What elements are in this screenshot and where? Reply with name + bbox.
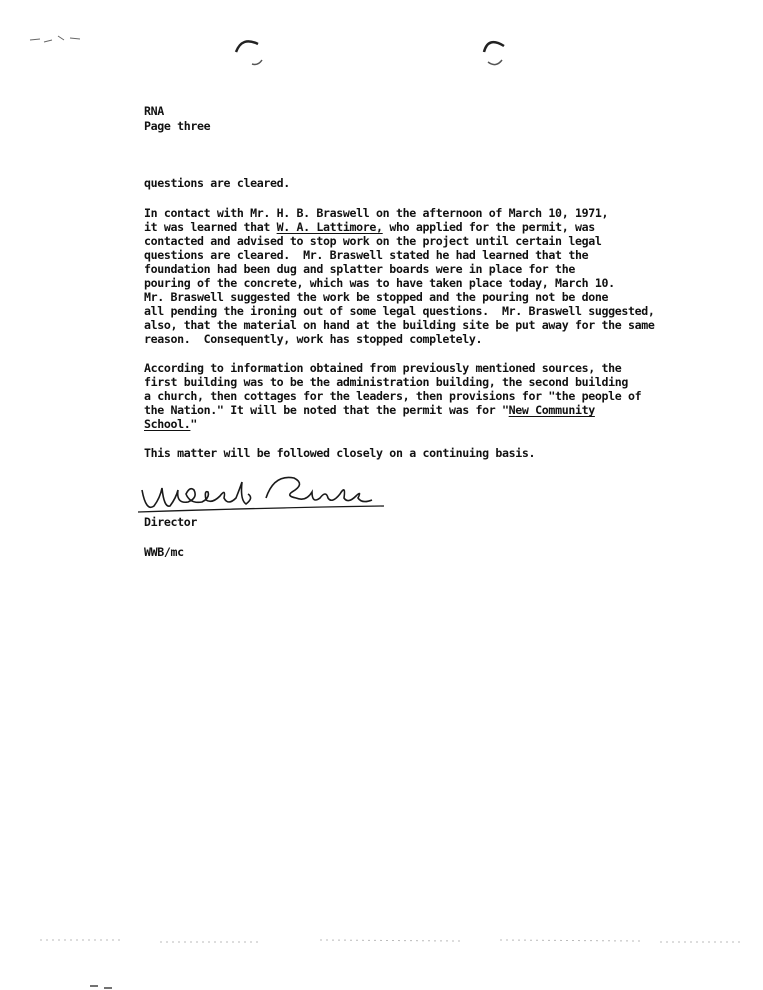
reference-initials: WWB/mc <box>144 545 184 559</box>
header-page-label: Page three <box>144 119 211 133</box>
text-line: contacted and advised to stop work on the project until certain legal <box>144 234 602 248</box>
text-line: pouring of the concrete, which was to have taken place today, March 10. <box>144 276 615 290</box>
text-line: a church, then cottages for the leaders, then provisions for "the people of <box>144 389 642 403</box>
header-initials: RNA <box>144 104 164 118</box>
text-line: questions are cleared. Mr. Braswell stated he had learned that the <box>144 248 589 262</box>
scan-mark-top-left <box>28 30 88 50</box>
text-line <box>144 403 595 417</box>
underlined-school-name: New Community <box>508 403 595 417</box>
text-span: the Nation." It will be noted that the permit was for " <box>144 403 509 417</box>
scan-noise-bottom <box>0 930 763 990</box>
text-line <box>144 417 197 431</box>
text-line: first building was to be the administration building, the second building <box>144 375 628 389</box>
text-span: who applied for the permit, was <box>382 220 595 234</box>
paragraph-continuation: questions are cleared. <box>144 176 290 190</box>
signatory-title: Director <box>144 515 198 529</box>
punch-hole-left <box>232 34 272 70</box>
text-span: " <box>190 417 198 431</box>
text-line: all pending the ironing out of some legal questions. Mr. Braswell suggested, <box>144 304 655 318</box>
text-line: reason. Consequently, work has stopped completely. <box>144 332 483 346</box>
text-line: According to information obtained from previously mentioned sources, the <box>144 361 622 375</box>
text-span: it was learned that <box>144 220 277 234</box>
text-line <box>144 220 595 234</box>
text-line: foundation had been dug and splatter boards were in place for the <box>144 262 575 276</box>
paragraph-followup: This matter will be followed closely on a continuing basis. <box>144 446 536 460</box>
text-line: In contact with Mr. H. B. Braswell on the afternoon of March 10, 1971, <box>144 206 609 220</box>
underlined-name: W. A. Lattimore, <box>276 220 383 234</box>
text-line: also, that the material on hand at the building site be put away for the same <box>144 318 655 332</box>
underlined-school-name: School. <box>144 417 191 431</box>
text-line: Mr. Braswell suggested the work be stopped and the pouring not be done <box>144 290 609 304</box>
handwritten-signature <box>136 468 386 518</box>
punch-hole-right <box>476 32 516 72</box>
